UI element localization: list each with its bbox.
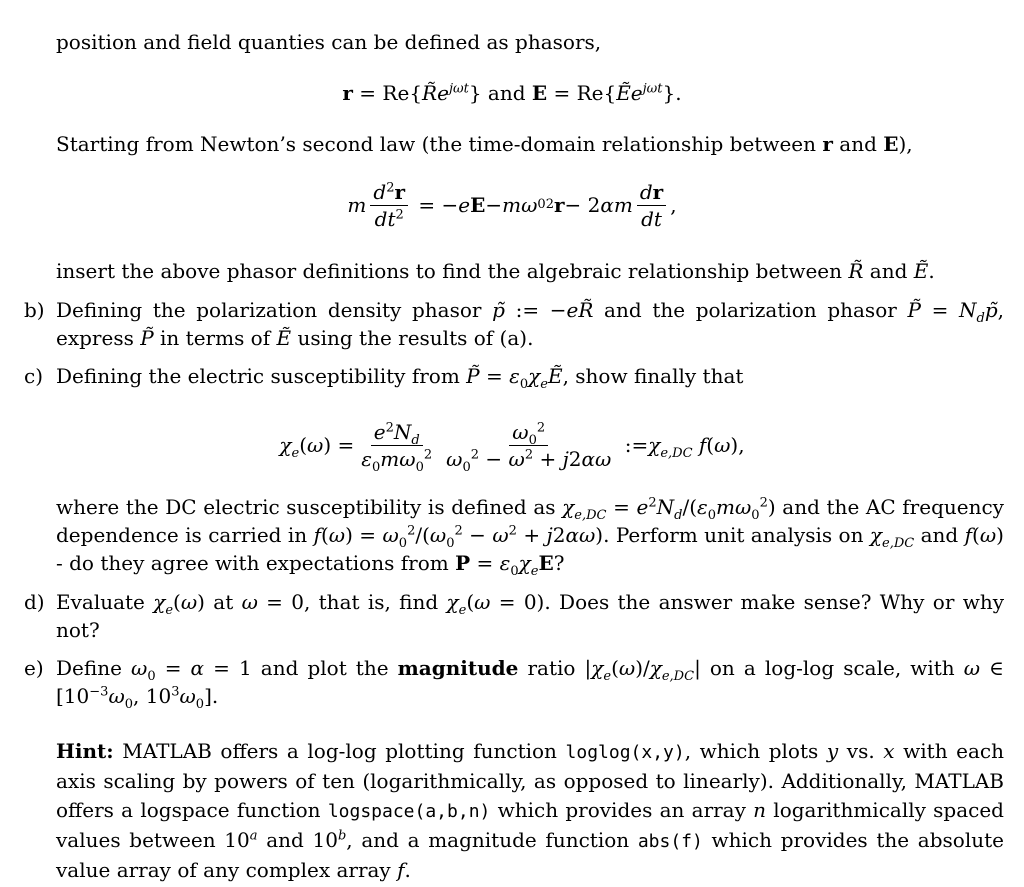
intro-text-content: position and field quanties can be defined as phasors,	[56, 30, 602, 54]
susceptibility-equation: $\chi_e$ ( ω ) = $\frac{e^2N_d}{\varepsilon_0m\omega_0^2}$ $\frac{\omega_0^2}{\omega_0^2 - \omega^2 + j2\alpha\omega}$ := $\chi_{e,DC}$ f ( ω ),	[279, 419, 745, 475]
part-e-text: Define $\omega_0 = \alpha = 1$ and plot the magnitude ratio $|\chi_e(\omega)/\chi_{e,DC}|$ on a log-log scale, with ω ∈ [$10^{-3}\omega_0$, $10^3\omega_0$].	[56, 656, 1004, 712]
newton-intro: Starting from Newton’s second law (the time-domain relationship between r and E),	[56, 132, 913, 156]
intro-text	[56, 28, 1004, 56]
part-b-text: Defining the polarization density phasor p̃ := −eR̃ and the polarization phasor P̃ = $N_dp̃$, express P̃ in terms of Ẽ using the results of (a).	[56, 298, 1004, 350]
newton-equation: m $\frac{d^2r}{dt^2}$ = − e E − mω 0 2 r − 2 αm $\frac{dr}{dt}$ ,	[347, 179, 677, 231]
part-d-label: d)	[24, 590, 45, 614]
code-abs: abs(f)	[637, 831, 703, 852]
part-c-explanation: where the DC electric susceptibility is defined as $\chi_{e,DC} = e^2N_d/(\varepsilon_0m\omega_0^2)$ and the AC frequency dependence is carried in $f(\omega) = \omega_0^2/(\omega_0^2 - \omega^2 + j2\alpha\omega)$. Perform unit analysis on $\chi_{e,DC}$ and f(ω) - do they agree with expectations from $P = \varepsilon_0\chi_eE$?	[56, 495, 1004, 579]
hint-label: Hint:	[56, 739, 114, 763]
phasor-equation: $r = Re\{R̃e^{j\omega t}\}$ and E = Re{Ẽe$^{j\omega t}$}.	[342, 81, 682, 105]
insert-text: insert the above phasor definitions to find the algebraic relationship between R̃ and Ẽ.	[56, 259, 935, 283]
part-e-label: e)	[24, 656, 44, 680]
part-d-text: Evaluate $\chi_e(\omega)$ at ω = 0, that is, find $\chi_e(\omega = 0)$. Does the answer make sense? Why or why not?	[56, 590, 1004, 642]
code-logspace: logspace(a,b,n)	[327, 801, 491, 822]
hint-block: Hint: MATLAB offers a log-log plotting function loglog(x,y), which plots y vs. x with each axis scaling by powers of ten (logarithmically, as opposed to linearly). Additionally, MATLAB offers a logspace function logspace(a,b,n) which provides an array n logarithmically spaced values between 10$^a$ and 10$^b$, and a magnitude function abs(f) which provides the absolute value array of any complex array f.	[56, 739, 1005, 882]
part-c-label: c)	[24, 364, 44, 388]
code-loglog: loglog(x,y)	[565, 742, 685, 763]
part-b-label: b)	[24, 298, 45, 322]
part-c-text: Defining the electric susceptibility from P̃ = $\varepsilon_0\chi_eẼ$, show finally that	[56, 364, 744, 392]
